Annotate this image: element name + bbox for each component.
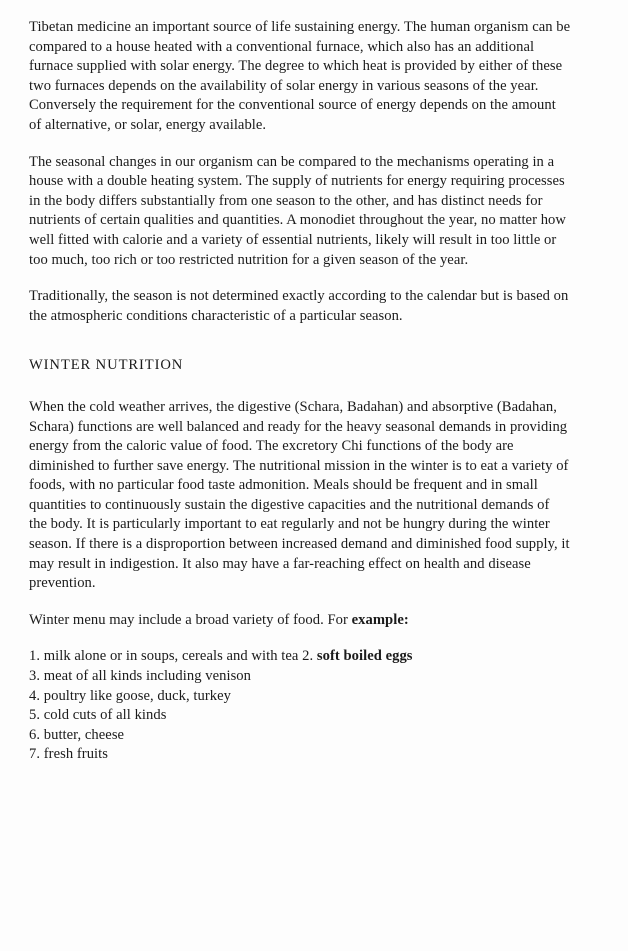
list-item-text: meat of all kinds including venison — [43, 668, 251, 685]
list-item-text: cold cuts of all kinds — [43, 707, 167, 724]
list-item-text: fresh fruits — [43, 746, 108, 763]
list-item — [29, 726, 571, 746]
list-item-text: poultry like goose, duck, turkey — [43, 687, 231, 704]
list-item-number: 3. — [29, 668, 41, 685]
list-item-text-bold: soft boiled eggs — [316, 648, 413, 665]
paragraph-intro-1: Tibetan medicine an important source of life sustaining energy. The human organism can be compared to a house heated with a conventional furnace, which also has an additional furnace supplied with solar energy. The degree to which heat is provided by either of these two furnaces depends on the availability of solar energy in various seasons of the year. Conversely the requirement for the conventional source of energy depends on the amount of alternative, or solar, energy available. — [29, 19, 571, 133]
list-item-number: 5. — [29, 707, 41, 724]
list-item — [29, 745, 571, 765]
list-item-number: 7. — [29, 746, 41, 763]
paragraph-intro-2: The seasonal changes in our organism can be compared to the mechanisms operating in a house with a double heating system. The supply of nutrients for energy requiring processes in the body differs substantially from one season to the other, and has distinct needs for nutrients of certain qualities and quantities. A monodiet throughout the year, no matter how well fitted with calorie and a variety of essential nutrients, likely will result in too little or too much, too rich or too restricted nutrition for a given season of the year. — [29, 153, 566, 268]
paragraph-menu-intro — [29, 611, 571, 631]
winter-menu-list — [29, 647, 571, 765]
menu-intro-emphasis: example: — [351, 611, 409, 628]
list-item-text: milk alone or in soups, cereals and with tea 2. — [43, 648, 317, 665]
list-item-number: 1. — [29, 648, 41, 665]
document-body — [29, 18, 571, 765]
menu-intro-text: Winter menu may include a broad variety of food. For — [29, 611, 352, 628]
paragraph-intro-3: Traditionally, the season is not determined exactly according to the calendar but is based on the atmospheric conditions characteristic of a particular season. — [29, 288, 569, 324]
paragraph-winter-1: When the cold weather arrives, the digestive (Schara, Badahan) and absorptive (Badahan, Schara) functions are well balanced and ready for the heavy seasonal demands in providing energy from the caloric value of food. The excretory Chi functions of the body are diminished to further save energy. The nutritional mission in the winter is to eat a variety of foods, with no particular food taste admonition. Meals should be frequent and in small quantities to continuously sustain the digestive capacities and the nutritional demands of the body. It is particularly important to eat regularly and not be hungry during the winter season. If there is a disproportion between increased demand and diminished food supply, it may result in indigestion. It also may have a far-reaching effect on health and disease prevention. — [29, 398, 570, 592]
list-item-number: 4. — [29, 687, 41, 704]
list-item — [29, 687, 571, 707]
list-item — [29, 647, 571, 667]
section-heading-winter-nutrition: WINTER NUTRITION — [29, 357, 184, 374]
list-item — [29, 706, 571, 726]
list-item-number: 6. — [29, 726, 41, 743]
list-item — [29, 667, 571, 687]
list-item-text: butter, cheese — [43, 726, 125, 743]
